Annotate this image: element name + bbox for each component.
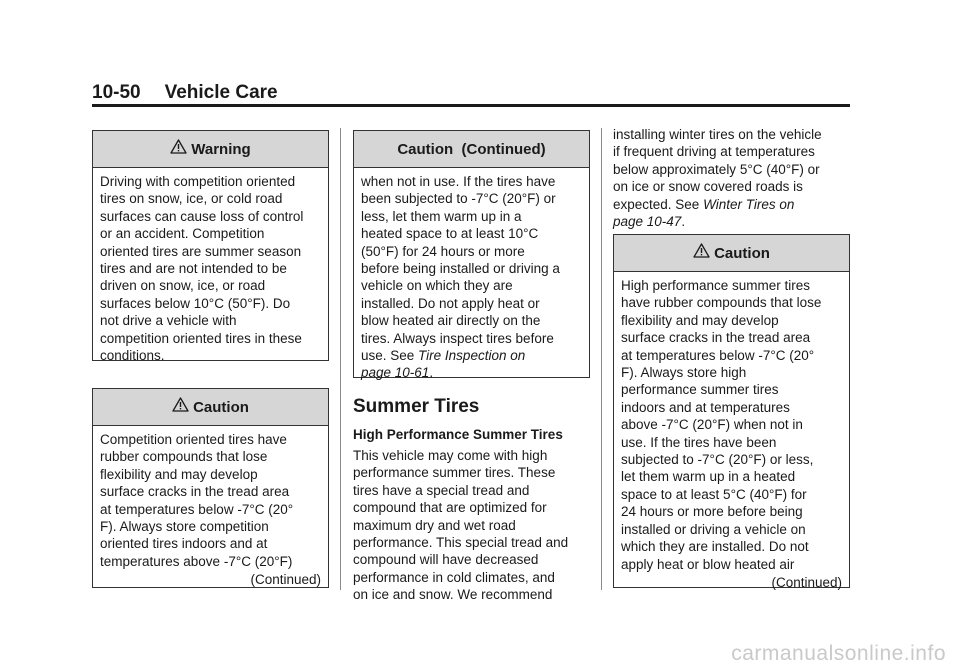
text-line: indoors and at temperatures (621, 399, 790, 415)
caution-body (93, 426, 328, 592)
caution-continued-box (353, 130, 590, 381)
text-line: (50°F) for 24 hours or more (361, 243, 525, 259)
text-line: flexibility and may develop (100, 466, 258, 482)
text-line: This vehicle may come with high (353, 448, 548, 463)
text-line: apply heat or blow heated air (621, 556, 795, 572)
warning-box (92, 130, 329, 364)
text-line: F). Always store competition (100, 519, 269, 535)
see-suffix: . (681, 214, 686, 230)
text-line: F). Always store high (621, 365, 747, 381)
warning-body (93, 168, 328, 368)
section-paragraph (353, 447, 598, 604)
caution-heading-text: Caution (193, 398, 249, 416)
caution-2-body (614, 272, 849, 595)
warning-heading-text: Warning (191, 140, 251, 158)
text-line: surface cracks in the tread area (621, 330, 811, 346)
caution-2-heading-text: Caution (714, 244, 770, 262)
text-line: heated space to at least 10°C (361, 226, 539, 242)
caution-box-heading (93, 389, 328, 426)
cross-reference-link[interactable]: Winter Tires on (703, 196, 795, 212)
text-line: below approximately 5°C (40°F) or (613, 161, 820, 177)
caution-continued-heading-text: Caution (Continued) (397, 140, 546, 158)
warning-triangle-icon (693, 243, 710, 258)
page-number: 10-50 (92, 82, 141, 103)
text-line: driven on snow, ice, or road (100, 278, 266, 294)
text-line: before being installed or driving a (361, 261, 560, 277)
cross-reference-link[interactable]: Tire Inspection on (418, 348, 526, 364)
caution-continued-body (354, 168, 589, 386)
text-line: performance summer tires (621, 382, 779, 398)
text-line: on ice and snow. We recommend (353, 587, 553, 603)
warning-triangle-icon (172, 397, 189, 412)
warning-box-heading (93, 131, 328, 168)
cross-reference-link-page[interactable]: page 10-47 (613, 214, 682, 230)
text-line: at temperatures below -7°C (20° (100, 501, 294, 517)
text-line: compound that are optimized for (353, 500, 547, 516)
text-line: at temperatures below -7°C (20° (621, 347, 815, 363)
text-line: temperatures above -7°C (20°F) (100, 553, 293, 569)
column3-paragraph (613, 126, 853, 230)
text-line: been subjected to -7°C (20°F) or (361, 191, 556, 207)
text-line: surface cracks in the tread area (100, 484, 290, 500)
text-line: tires. Always inspect tires before (361, 330, 554, 346)
text-line: compound will have decreased (353, 552, 539, 568)
text-line: surfaces can cause loss of control (100, 208, 304, 224)
see-prefix: expected. See (613, 196, 704, 212)
text-line (613, 213, 853, 230)
text-line: less, let them warm up in a (361, 208, 522, 224)
text-line: when not in use. If the tires have (361, 174, 556, 189)
text-line: use. If the tires have been (621, 434, 777, 450)
caution-box-2 (613, 234, 850, 588)
text-line (613, 196, 853, 213)
column-divider-2 (601, 128, 602, 590)
text-line: flexibility and may develop (621, 312, 779, 328)
text-line: tires have a special tread and (353, 482, 530, 498)
text-line: on ice or snow covered roads is (613, 179, 803, 195)
text-line: which they are installed. Do not (621, 539, 809, 555)
text-line (361, 364, 582, 381)
text-line: above -7°C (20°F) when not in (621, 417, 803, 433)
text-line: or an accident. Competition (100, 226, 265, 242)
continued-label: (Continued) (250, 572, 321, 588)
text-line: oriented tires are summer season (100, 243, 302, 259)
text-line: conditions. (100, 348, 165, 364)
text-line: surfaces below 10°C (50°F). Do (100, 295, 291, 311)
text-line: not drive a vehicle with (100, 313, 237, 329)
text-line: performance. This special tread and (353, 535, 569, 551)
text-line: if frequent driving at temperatures (613, 144, 815, 160)
caution-continued-heading (354, 131, 589, 168)
text-line: Driving with competition oriented (100, 174, 296, 189)
column-divider-1 (340, 128, 341, 590)
continued-label: (Continued) (771, 574, 842, 590)
text-line: installing winter tires on the vehicle (613, 127, 822, 142)
page-title: Vehicle Care (164, 82, 278, 103)
text-line: installed. Do not apply heat or (361, 295, 540, 311)
text-line: oriented tires indoors and at (100, 536, 268, 552)
header-rule (92, 104, 850, 107)
text-line: maximum dry and wet road (353, 517, 516, 533)
text-line: let them warm up in a heated (621, 469, 796, 485)
caution-box-2-heading (614, 235, 849, 272)
section-subheading: High Performance Summer Tires (353, 427, 563, 442)
text-line: have rubber compounds that lose (621, 295, 822, 311)
text-line: rubber compounds that lose (100, 449, 268, 465)
text-line: tires and are not intended to be (100, 261, 287, 277)
text-line: tires on snow, ice, or cold road (100, 191, 283, 207)
text-line: space to at least 5°C (40°F) for (621, 486, 807, 502)
text-line (361, 347, 582, 364)
text-line: High performance summer tires (621, 278, 811, 293)
text-line: subjected to -7°C (20°F) or less, (621, 452, 814, 468)
text-line: Competition oriented tires have (100, 432, 287, 447)
see-prefix: use. See (361, 348, 419, 364)
text-line: performance in cold climates, and (353, 569, 555, 585)
page-header (92, 82, 278, 104)
watermark: carmanualsonline.info (731, 642, 946, 665)
text-line: 24 hours or more before being (621, 504, 803, 520)
cross-reference-link-page[interactable]: page 10-61 (361, 365, 430, 381)
text-line: competition oriented tires in these (100, 330, 302, 346)
warning-triangle-icon (170, 139, 187, 154)
text-line: vehicle on which they are (361, 278, 513, 294)
text-line: installed or driving a vehicle on (621, 521, 806, 537)
see-suffix: . (429, 365, 434, 381)
caution-box (92, 388, 329, 588)
section-title: Summer Tires (353, 396, 480, 417)
text-line: blow heated air directly on the (361, 313, 541, 329)
text-line: performance summer tires. These (353, 465, 556, 481)
